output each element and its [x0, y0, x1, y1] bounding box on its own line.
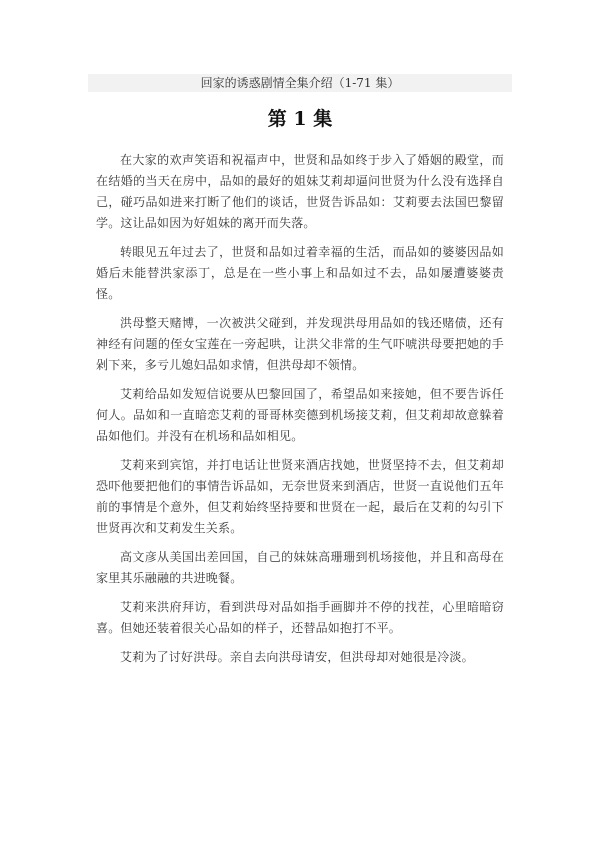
document-body	[96, 150, 504, 676]
paragraph: 高文彦从美国出差回国，自己的妹妹高珊珊到机场接他，并且和高母在家里其乐融融的共进晚餐。	[96, 550, 504, 585]
paragraph: 洪母整天赌博，一次被洪父碰到，并发现洪母用品如的钱还赌债，还有神经有问题的侄女宝莲在一旁起哄，让洪父非常的生气吓唬洪母要把她的手剁下来，多亏儿媳妇品如求情，但洪母却不领情。	[96, 316, 504, 372]
paragraph: 艾莉来洪府拜访，看到洪母对品如指手画脚并不停的找茬，心里暗暗窃喜。但她还装着很关心品如的样子，还替品如抱打不平。	[96, 600, 504, 635]
document-header: 回家的诱惑剧情全集介绍（1-71 集）	[88, 74, 512, 92]
paragraph: 转眼见五年过去了，世贤和品如过着幸福的生活，而品如的婆婆因品如婚后未能替洪家添丁，总是在一些小事上和品如过不去，品如屡遭婆婆责怪。	[96, 245, 504, 301]
episode-title: 第 1 集	[267, 108, 333, 130]
paragraph: 在大家的欢声笑语和祝福声中，世贤和品如终于步入了婚姻的殿堂，而在结婚的当天在房中，品如的最好的姐妹艾莉却逼问世贤为什么没有选择自己，碰巧品如进来打断了他们的谈话，世贤告诉品如：艾莉要去法国巴黎留学。这让品如因为好姐妹的离开而失落。	[96, 153, 504, 230]
paragraph: 艾莉给品如发短信说要从巴黎回国了，希望品如来接她，但不要告诉任何人。品如和一直暗恋艾莉的哥哥林奕德到机场接艾莉，但艾莉却故意躲着品如他们。并没有在机场和品如相见。	[96, 387, 504, 443]
paragraph: 艾莉来到宾馆，并打电话让世贤来酒店找她，世贤坚持不去，但艾莉却恐吓他要把他们的事情告诉品如，无奈世贤来到酒店，世贤一直说他们五年前的事情是个意外，但艾莉始终坚持要和世贤在一起，最后在艾莉的勾引下世贤再次和艾莉发生关系。	[96, 458, 504, 535]
paragraph: 艾莉为了讨好洪母。亲自去向洪母请安，但洪母却对她很是冷淡。	[120, 650, 474, 664]
